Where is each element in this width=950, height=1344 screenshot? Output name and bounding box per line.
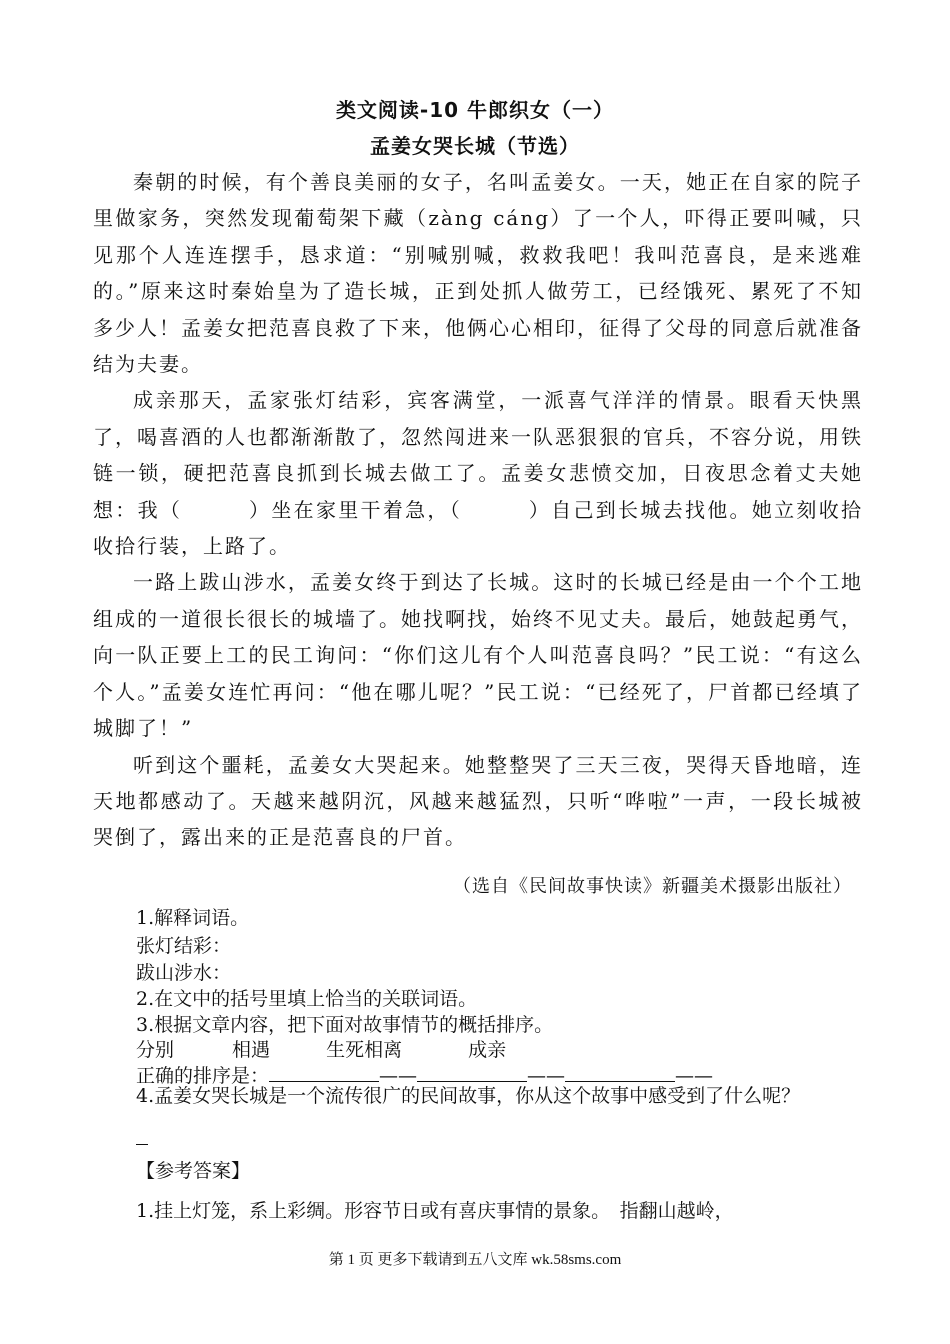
- paragraph: 成亲那天，孟家张灯结彩，宾客满堂，一派喜气洋洋的情景。眼看天快黑了，喝喜酒的人也都渐渐散了，忽然闯进来一队恶狠狠的官兵，不容分说，用铁链一锁，硬把范喜良抓到长城去做工了。孟姜女悲愤交加，日夜思念着丈夫她想：我（ ）坐在家里干着急，（ ）自己到长城去找他。她立刻收拾收拾行装，上路了。: [93, 388, 863, 559]
- plot-item: 生死相离: [326, 1039, 403, 1061]
- order-label: 正确的排序是：: [136, 1065, 270, 1087]
- paragraph: 一路上跋山涉水，孟姜女终于到达了长城。这时的长城已经是由一个个工地组成的一道很长很长的城墙了。她找啊找，始终不见丈夫。最后，她鼓起勇气，向一队正要上工的民工询问：“你们这儿有个人叫范喜良吗？”民工说：“有这么个人。”孟姜女连忙再问：“他在哪儿呢？”民工说：“已经死了，尸首都已经填了城脚了！”: [93, 570, 863, 741]
- answer-blank[interactable]: [269, 1061, 379, 1082]
- order-dash: ——: [527, 1065, 566, 1087]
- paragraph: 听到这个噩耗，孟姜女大哭起来。她整整哭了三天三夜，哭得天昏地暗，连天地都感动了。天越来越阴沉，风越来越猛烈，只听“哗啦”一声，一段长城被哭倒了，露出来的正是范喜良的尸首。: [93, 752, 863, 850]
- answer-blank[interactable]: [417, 1061, 527, 1082]
- page-title: 类文阅读-10 牛郎织女（一）: [335, 98, 615, 122]
- order-dash: ——: [379, 1065, 418, 1087]
- answer-heading: 【参考答案】: [136, 1160, 251, 1182]
- answer-blank[interactable]: [565, 1061, 675, 1082]
- question-1-term-a: 张灯结彩：: [136, 935, 232, 957]
- answer-1: 1.挂上灯笼，系上彩绸。形容节日或有喜庆事情的景象。 指翻山越岭，: [136, 1200, 734, 1222]
- question-2: 2.在文中的括号里填上恰当的关联词语。: [136, 988, 478, 1010]
- plot-item: 成亲: [468, 1039, 507, 1061]
- passage-title: 孟姜女哭长城（节选）: [370, 134, 580, 158]
- question-3: 3.根据文章内容，把下面对故事情节的概括排序。: [136, 1014, 554, 1036]
- question-3-items: [136, 1038, 506, 1062]
- question-1-term-b: 跋山涉水：: [136, 962, 232, 984]
- page-footer: 第 1 页 更多下载请到五八文库 wk.58sms.com: [328, 1252, 622, 1268]
- passage-body: [93, 164, 863, 856]
- answer-line-stub: [136, 1144, 148, 1145]
- question-1: 1.解释词语。: [136, 907, 250, 929]
- question-4: 4.孟姜女哭长城是一个流传很广的民间故事，你从这个故事中感受到了什么呢？: [136, 1085, 801, 1107]
- plot-item: 相遇: [232, 1039, 271, 1061]
- order-dash: ——: [675, 1065, 714, 1087]
- source-citation: （选自《民间故事快读》新疆美术摄影出版社）: [453, 876, 852, 897]
- plot-item: 分别: [136, 1039, 175, 1061]
- paragraph: 秦朝的时候，有个善良美丽的女子，名叫孟姜女。一天，她正在自家的院子里做家务，突然发现葡萄架下藏（zàng cáng）了一个人，吓得正要叫喊，只见那个人连连摆手，恳求道：“别喊别喊，救救我吧！我叫范喜良，是来逃难的。”原来这时秦始皇为了造长城，正到处抓人做劳工，已经饿死、累死了不知多少人！孟姜女把范喜良救了下来，他俩心心相印，征得了父母的同意后就准备结为夫妻。: [93, 170, 863, 377]
